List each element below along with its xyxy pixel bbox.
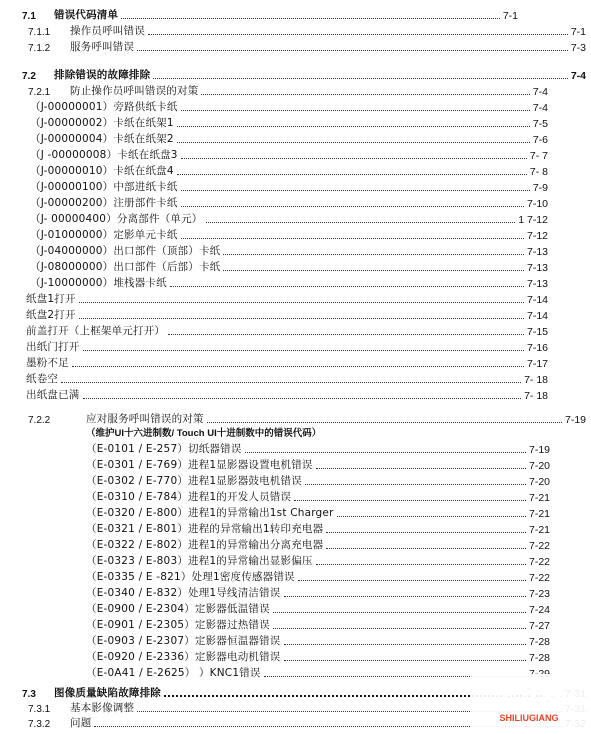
page-number: 7-27 bbox=[528, 620, 550, 632]
entry-title: （J-04000000）出口部件（顶部）卡纸 bbox=[30, 245, 221, 257]
page-number: 7-4 bbox=[532, 86, 548, 98]
entry-title: （J-00000001）旁路供纸卡纸 bbox=[30, 101, 178, 113]
entry-title: （J-00000010）卡纸在纸盘4 bbox=[30, 165, 174, 177]
dot-leader bbox=[316, 468, 526, 469]
entry-title: 前盖打开（上框架单元打开） bbox=[26, 325, 166, 337]
dot-leader bbox=[273, 612, 526, 613]
toc-entry-service-error[interactable] bbox=[86, 520, 550, 536]
page-number: 7-4 bbox=[570, 70, 586, 82]
toc-entry-service-error[interactable] bbox=[86, 472, 550, 488]
entry-title: （J-00000004）卡纸在纸架2 bbox=[30, 133, 174, 145]
toc-entry-service-error[interactable] bbox=[86, 632, 550, 648]
page-number: 7-20 bbox=[528, 476, 550, 488]
dot-leader bbox=[223, 254, 524, 255]
entry-title: 出纸盘已满 bbox=[26, 389, 80, 401]
page-number: 7-22 bbox=[528, 540, 550, 552]
dot-leader bbox=[337, 516, 526, 517]
toc-entry-7-2[interactable] bbox=[22, 66, 586, 82]
toc-entry-service-error[interactable] bbox=[86, 568, 550, 584]
dot-leader bbox=[316, 564, 526, 565]
entry-title: （E-0A41 / E-2625） ）KNC1错误 bbox=[86, 667, 261, 679]
toc-entry-jam[interactable] bbox=[30, 242, 548, 258]
toc-entry-misc[interactable] bbox=[26, 306, 548, 322]
toc-entry-service-error[interactable] bbox=[86, 552, 550, 568]
dot-leader bbox=[168, 334, 524, 335]
dot-leader bbox=[201, 94, 529, 95]
page-number: 7-1 bbox=[502, 10, 518, 22]
toc-entry-7-2-2[interactable] bbox=[28, 410, 586, 426]
section-number: 7.2.2 bbox=[28, 415, 51, 426]
dot-leader bbox=[326, 548, 526, 549]
toc-entry-jam[interactable] bbox=[30, 258, 548, 274]
entry-title: （J-10000000）堆栈器卡纸 bbox=[30, 277, 167, 289]
page-number: 7-22 bbox=[528, 556, 550, 568]
dot-leader bbox=[305, 484, 526, 485]
dot-leader bbox=[298, 580, 526, 581]
page-number: 7-23 bbox=[528, 588, 550, 600]
toc-entry-jam[interactable] bbox=[30, 98, 548, 114]
toc-entry-misc[interactable] bbox=[26, 322, 548, 338]
dot-leader bbox=[121, 18, 500, 19]
dot-leader bbox=[177, 174, 527, 175]
page-number: 7-14 bbox=[526, 294, 548, 306]
section-number: 7.3.2 bbox=[28, 719, 51, 730]
section-title: 排除错误的故障排除 bbox=[54, 69, 151, 81]
entry-title: （J- 00000400）分离部件（单元） bbox=[30, 213, 203, 225]
page-number: 7-21 bbox=[528, 508, 550, 520]
watermark-sub-text: SHILIUGIANG bbox=[499, 713, 559, 723]
toc-entry-7-2-1[interactable] bbox=[28, 82, 548, 98]
page-number: 7-20 bbox=[528, 460, 550, 472]
dot-leader bbox=[223, 270, 524, 271]
toc-entry-jam[interactable] bbox=[30, 194, 548, 210]
dot-leader bbox=[284, 644, 526, 645]
page-number: 7- 7 bbox=[529, 150, 548, 162]
entry-title: （E-0302 / E-770）进程1显影器鼓电机错误 bbox=[86, 475, 302, 487]
dot-leader bbox=[83, 350, 524, 351]
page-number: 7-17 bbox=[526, 358, 548, 370]
toc-entry-jam[interactable] bbox=[30, 114, 548, 130]
toc-entry-service-error[interactable] bbox=[86, 440, 550, 456]
section-number: 7.1.1 bbox=[28, 27, 51, 38]
entry-title: （E-0322 / E-802）进程1的异常输出分离充电器 bbox=[86, 539, 324, 551]
entry-title: （J-00000100）中部进纸卡纸 bbox=[30, 181, 178, 193]
toc-entry-jam[interactable] bbox=[30, 146, 548, 162]
dot-leader bbox=[79, 318, 524, 319]
toc-entry-jam[interactable] bbox=[30, 226, 548, 242]
watermark-main-text: 十六陆 bbox=[493, 683, 565, 711]
page-number: 7- 8 bbox=[529, 166, 548, 178]
section-number: 7.2 bbox=[22, 71, 36, 82]
page-number: 1 7-12 bbox=[518, 214, 548, 226]
entry-title: （E-0903 / E-2307）定影器恒温器错误 bbox=[86, 635, 281, 647]
section-number: 7.1 bbox=[22, 11, 36, 22]
dot-leader bbox=[79, 302, 524, 303]
dot-leader bbox=[207, 422, 562, 423]
section-number: 7.3 bbox=[22, 689, 36, 700]
page-number: 7- 18 bbox=[524, 390, 548, 402]
dot-leader bbox=[181, 190, 530, 191]
section-title: 错误代码清单 bbox=[54, 9, 119, 21]
entry-title: （J-01000000）定影单元卡纸 bbox=[30, 229, 178, 241]
toc-entry-7-1-1[interactable] bbox=[28, 22, 586, 38]
section-title: 服务呼叫错误 bbox=[70, 41, 135, 53]
page-number: 7-3 bbox=[570, 42, 586, 54]
dot-leader bbox=[326, 532, 526, 533]
page-number: 7-9 bbox=[532, 182, 548, 194]
toc-entry-service-error[interactable] bbox=[86, 584, 550, 600]
page-number: 7-12 bbox=[526, 230, 548, 242]
entry-title: （E-0920 / E-2336）定影器电动机错误 bbox=[86, 651, 281, 663]
page-number: 7-19 bbox=[528, 444, 550, 456]
toc-entry-misc[interactable] bbox=[26, 290, 548, 306]
dot-leader bbox=[148, 34, 568, 35]
error-code-note: （维护UI十六进制数/ Touch UI十进制数中的错误代码） bbox=[86, 428, 322, 439]
toc-entry-jam[interactable] bbox=[30, 178, 548, 194]
toc-entry-service-error[interactable] bbox=[86, 648, 550, 664]
toc-entry-service-error[interactable] bbox=[86, 616, 550, 632]
page-number: 7-21 bbox=[528, 492, 550, 504]
toc-entry-jam[interactable] bbox=[30, 274, 548, 290]
dot-leader bbox=[181, 238, 524, 239]
entry-title: 出纸门打开 bbox=[26, 341, 80, 353]
entry-title: （E-0101 / E-257）切纸器错误 bbox=[86, 443, 242, 455]
toc-entry-jam[interactable] bbox=[30, 162, 548, 178]
entry-title: （E-0323 / E-803）进程1的异常输出显影偏压 bbox=[86, 555, 313, 567]
section-number: 7.3.1 bbox=[28, 704, 51, 715]
toc-entry-jam[interactable] bbox=[30, 130, 548, 146]
page-number: 7-28 bbox=[528, 652, 550, 664]
section-number: 7.1.2 bbox=[28, 43, 51, 54]
entry-title: （E-0320 / E-800）进程1的异常输出1st Charger bbox=[86, 507, 334, 519]
entry-title: （J-00000200）注册部件卡纸 bbox=[30, 197, 178, 209]
dot-leader bbox=[137, 50, 568, 51]
page-number: 7-22 bbox=[528, 572, 550, 584]
entry-title: （J -00000008）卡纸在纸盘3 bbox=[30, 149, 178, 161]
entry-title: 纸卷空 bbox=[26, 373, 59, 385]
entry-title: 墨粉不足 bbox=[26, 357, 69, 369]
toc-entry-misc[interactable] bbox=[26, 338, 548, 354]
page-number: 7-5 bbox=[532, 118, 548, 130]
entry-title: 纸盘1打开 bbox=[26, 293, 76, 305]
dot-leader bbox=[245, 452, 526, 453]
page-number: 7-16 bbox=[526, 342, 548, 354]
page-number: 7-13 bbox=[526, 278, 548, 290]
dot-leader bbox=[83, 398, 522, 399]
entry-title: （E-0321 / E-801）进程的异常输出1转印充电器 bbox=[86, 523, 324, 535]
entry-title: （J-08000000）出口部件（后部）卡纸 bbox=[30, 261, 221, 273]
entry-title: （E-0310 / E-784）进程1的开发人员错误 bbox=[86, 491, 292, 503]
page-number: 7- 18 bbox=[524, 374, 548, 386]
section-title: 应对服务呼叫错误的对策 bbox=[86, 413, 204, 425]
dot-leader bbox=[61, 382, 521, 383]
page-number: 7-13 bbox=[526, 246, 548, 258]
entry-title: （E-0900 / E-2304）定影器低温错误 bbox=[86, 603, 270, 615]
entry-title: （E-0335 / E -821）处理1密度传感器错误 bbox=[86, 571, 295, 583]
dot-leader bbox=[153, 78, 568, 79]
entry-title: 纸盘2打开 bbox=[26, 309, 76, 321]
dot-leader bbox=[181, 158, 527, 159]
toc-entry-misc[interactable] bbox=[26, 354, 548, 370]
page-number: 7-19 bbox=[564, 414, 586, 426]
dot-leader bbox=[294, 500, 526, 501]
entry-title: （E-0901 / E-2305）定影器过热错误 bbox=[86, 619, 270, 631]
dot-leader bbox=[72, 366, 524, 367]
toc-entry-service-error[interactable] bbox=[86, 600, 550, 616]
section-title: 基本影像调整 bbox=[70, 702, 135, 714]
page-number: 7-24 bbox=[528, 604, 550, 616]
watermark-logo-graphic bbox=[470, 674, 588, 730]
section-title: 操作员呼叫错误 bbox=[70, 25, 145, 37]
dot-leader bbox=[181, 206, 524, 207]
dot-leader bbox=[284, 660, 526, 661]
section-title: 问题 bbox=[70, 717, 92, 729]
toc-entry-7-1-2[interactable] bbox=[28, 38, 586, 54]
page-number: 7-10 bbox=[526, 198, 548, 210]
page-number: 7-15 bbox=[526, 326, 548, 338]
dot-leader bbox=[170, 286, 524, 287]
toc-entry-service-error[interactable] bbox=[86, 488, 550, 504]
section-title: 图像质量缺陷故障排除 bbox=[54, 687, 161, 699]
page-number: 7-4 bbox=[532, 102, 548, 114]
toc-entry-misc[interactable] bbox=[26, 386, 548, 402]
dot-leader bbox=[177, 126, 530, 127]
dot-leader bbox=[181, 110, 530, 111]
dot-leader bbox=[284, 596, 526, 597]
page-number: 7-1 bbox=[570, 26, 586, 38]
page-number: 7-28 bbox=[528, 636, 550, 648]
toc-entry-jam[interactable] bbox=[30, 210, 548, 226]
page-number: 7-14 bbox=[526, 310, 548, 322]
dot-leader bbox=[273, 628, 526, 629]
dot-leader bbox=[206, 222, 516, 223]
page-number: 7-21 bbox=[528, 524, 550, 536]
dot-leader bbox=[177, 142, 530, 143]
toc-entry-misc[interactable] bbox=[26, 370, 548, 386]
toc-entry-7-1[interactable] bbox=[22, 6, 518, 22]
section-title: 防止操作员呼叫错误的对策 bbox=[70, 85, 199, 97]
section-number: 7.2.1 bbox=[28, 87, 51, 98]
entry-title: （E-0340 / E-832）处理1导线清洁错误 bbox=[86, 587, 281, 599]
page-number: 7-6 bbox=[532, 134, 548, 146]
toc-entry-service-error[interactable] bbox=[86, 456, 550, 472]
entry-title: （J-00000002）卡纸在纸架1 bbox=[30, 117, 174, 129]
watermark-logo bbox=[470, 674, 588, 730]
entry-title: （E-0301 / E-769）进程1显影器设置电机错误 bbox=[86, 459, 313, 471]
toc-entry-service-error[interactable] bbox=[86, 504, 550, 520]
page-number: 7-13 bbox=[526, 262, 548, 274]
toc-entry-service-error[interactable] bbox=[86, 536, 550, 552]
